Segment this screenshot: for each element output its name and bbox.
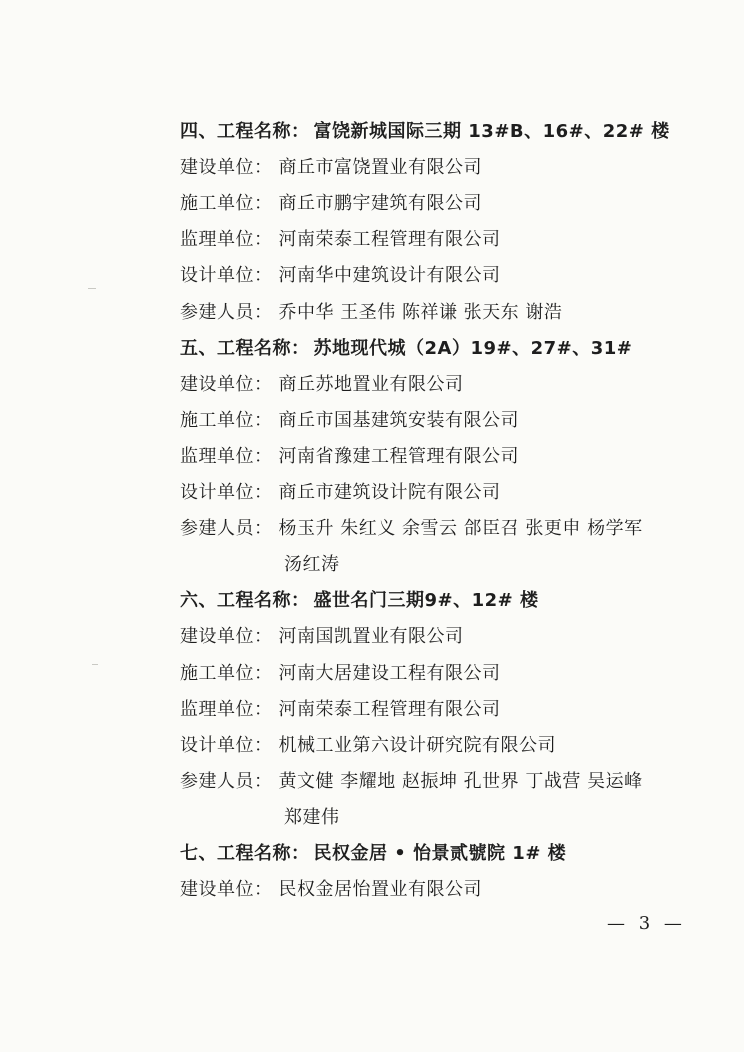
project-name: 民权金居 • 怡景贰號院 1# 楼 <box>313 843 567 864</box>
continuation-line <box>284 807 340 829</box>
field-label: 建设单位： <box>180 373 273 395</box>
field-value: 杨玉升 朱红义 余雪云 郃臣召 张更申 杨学军 <box>278 518 643 540</box>
field-label: 参建人员： <box>180 770 273 792</box>
field-value: 乔中华 王圣伟 陈祥谦 张天东 谢浩 <box>278 301 563 323</box>
field-row <box>180 229 501 251</box>
field-row <box>180 735 556 757</box>
field-label: 建设单位： <box>180 626 273 648</box>
field-value: 商丘苏地置业有限公司 <box>278 373 464 395</box>
field-row <box>180 626 464 648</box>
field-label: 建设单位： <box>180 157 273 179</box>
field-label: 建设单位： <box>180 879 273 901</box>
field-row <box>180 157 482 179</box>
project-heading <box>180 843 566 865</box>
project-heading <box>180 590 539 612</box>
project-name: 富饶新城国际三期 13#B、16#、22# 楼 <box>313 121 670 142</box>
field-row <box>180 771 643 793</box>
field-value: 河南荣泰工程管理有限公司 <box>278 698 501 720</box>
field-row <box>180 446 519 468</box>
field-value: 民权金居怡置业有限公司 <box>278 879 482 901</box>
field-label: 监理单位： <box>180 445 273 467</box>
field-value: 汤红涛 <box>284 554 340 576</box>
field-row <box>180 879 482 901</box>
field-label: 施工单位： <box>180 662 273 684</box>
field-value: 机械工业第六设计研究院有限公司 <box>278 734 556 756</box>
field-row <box>180 193 482 215</box>
field-value: 河南华中建筑设计有限公司 <box>278 265 501 287</box>
field-label: 设计单位： <box>180 734 273 756</box>
field-row <box>180 518 643 540</box>
field-label: 施工单位： <box>180 193 273 215</box>
continuation-line <box>284 554 340 576</box>
project-name: 苏地现代城（2A）19#、27#、31# <box>313 337 633 359</box>
field-row <box>180 482 501 504</box>
field-value: 郑建伟 <box>284 806 340 828</box>
field-label: 监理单位： <box>180 229 273 251</box>
field-value: 商丘市国基建筑安装有限公司 <box>278 409 519 431</box>
project-title-label: 六、工程名称： <box>180 590 310 612</box>
project-heading <box>180 338 632 360</box>
project-heading <box>180 121 670 143</box>
scan-mark <box>88 288 96 289</box>
project-title-label: 四、工程名称： <box>180 121 310 142</box>
field-label: 施工单位： <box>180 409 273 431</box>
page-number: — 3 — <box>607 913 686 934</box>
field-value: 商丘市鹏宇建筑有限公司 <box>278 193 482 215</box>
field-row <box>180 699 501 721</box>
field-value: 黄文健 李耀地 赵振坤 孔世界 丁战营 吴运峰 <box>278 770 643 792</box>
field-row <box>180 265 501 287</box>
field-label: 设计单位： <box>180 265 273 287</box>
field-row <box>180 374 464 396</box>
field-label: 设计单位： <box>180 482 273 503</box>
field-value: 河南省豫建工程管理有限公司 <box>278 445 519 467</box>
field-value: 河南国凯置业有限公司 <box>278 626 464 648</box>
field-value: 商丘市富饶置业有限公司 <box>278 157 482 179</box>
field-row <box>180 663 501 685</box>
project-title-label: 七、工程名称： <box>180 843 310 864</box>
field-row <box>180 410 519 432</box>
field-row <box>180 302 562 324</box>
field-label: 监理单位： <box>180 698 273 720</box>
field-value: 河南荣泰工程管理有限公司 <box>278 229 501 251</box>
field-label: 参建人员： <box>180 518 273 540</box>
field-value: 商丘市建筑设计院有限公司 <box>278 482 501 503</box>
scan-mark <box>92 664 98 665</box>
field-label: 参建人员： <box>180 301 273 323</box>
field-value: 河南大居建设工程有限公司 <box>278 662 501 684</box>
project-title-label: 五、工程名称： <box>180 337 310 359</box>
project-name: 盛世名门三期9#、12# 楼 <box>313 590 539 612</box>
